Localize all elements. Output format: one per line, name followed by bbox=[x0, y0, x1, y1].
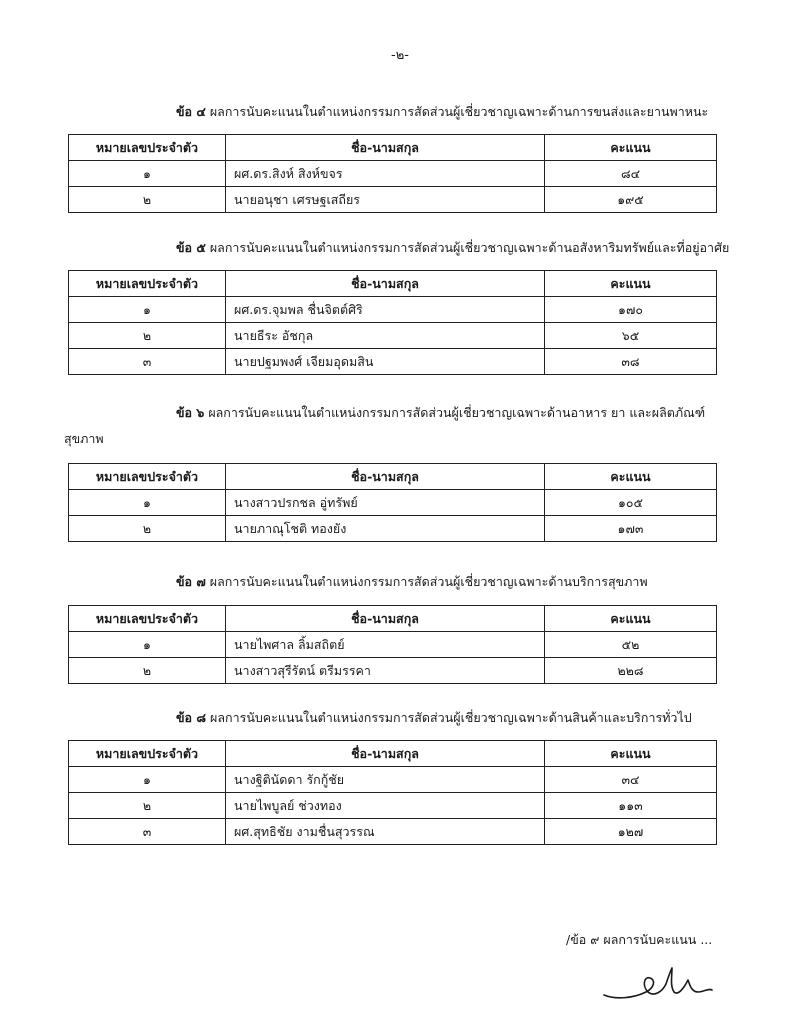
table-row bbox=[69, 658, 717, 684]
table-row bbox=[69, 323, 717, 349]
header-id: หมายเลขประจำตัว bbox=[69, 741, 226, 767]
section-heading bbox=[176, 709, 692, 727]
header-name: ชื่อ-นามสกุล bbox=[226, 135, 545, 161]
header-score: คะแนน bbox=[545, 606, 717, 632]
results-table bbox=[68, 605, 717, 684]
cell-id: ๑ bbox=[69, 161, 226, 187]
header-name: ชื่อ-นามสกุล bbox=[226, 271, 545, 297]
section-heading bbox=[176, 239, 729, 257]
table-row bbox=[69, 161, 717, 187]
cell-score: ๑๗๓ bbox=[545, 516, 717, 542]
cell-id: ๑ bbox=[69, 490, 226, 516]
table-row bbox=[69, 349, 717, 375]
table-row bbox=[69, 819, 717, 845]
section-heading bbox=[176, 103, 708, 121]
table-header-row bbox=[69, 135, 717, 161]
cell-score: ๓๘ bbox=[545, 349, 717, 375]
header-score: คะแนน bbox=[545, 271, 717, 297]
table-header-row bbox=[69, 464, 717, 490]
table-header-row bbox=[69, 271, 717, 297]
cell-score: ๘๔ bbox=[545, 161, 717, 187]
results-table bbox=[68, 270, 717, 375]
cell-score: ๑๙๕ bbox=[545, 187, 717, 213]
cell-name: นายธีระ อัชกุล bbox=[226, 323, 545, 349]
cell-score: ๒๒๘ bbox=[545, 658, 717, 684]
cell-id: ๓ bbox=[69, 349, 226, 375]
table-header-row bbox=[69, 606, 717, 632]
table-row bbox=[69, 632, 717, 658]
section-number: ข้อ ๖ bbox=[176, 405, 205, 420]
cell-name: ผศ.ดร.จุมพล ชื่นจิตต์ศิริ bbox=[226, 297, 545, 323]
section-number: ข้อ ๕ bbox=[176, 240, 206, 255]
section-heading bbox=[176, 404, 705, 422]
cell-id: ๒ bbox=[69, 658, 226, 684]
cell-name: นายไพศาล ลิ้มสถิตย์ bbox=[226, 632, 545, 658]
section-title: ผลการนับคะแนนในตำแหน่งกรรมการสัดส่วนผู้เชี่ยวชาญเฉพาะด้านการขนส่งและยานพาหนะ bbox=[209, 104, 709, 119]
header-score: คะแนน bbox=[545, 135, 717, 161]
section-title: ผลการนับคะแนนในตำแหน่งกรรมการสัดส่วนผู้เชี่ยวชาญเฉพาะด้านอสังหาริมทรัพย์และที่อยู่อาศัย bbox=[209, 240, 730, 255]
header-id: หมายเลขประจำตัว bbox=[69, 271, 226, 297]
header-name: ชื่อ-นามสกุล bbox=[226, 741, 545, 767]
table-row bbox=[69, 187, 717, 213]
header-score: คะแนน bbox=[545, 741, 717, 767]
cell-score: ๖๕ bbox=[545, 323, 717, 349]
cell-id: ๒ bbox=[69, 793, 226, 819]
cell-score: ๑๐๕ bbox=[545, 490, 717, 516]
cell-score: ๓๔ bbox=[545, 767, 717, 793]
results-table bbox=[68, 740, 717, 845]
cell-id: ๒ bbox=[69, 187, 226, 213]
section-number: ข้อ ๗ bbox=[176, 574, 206, 589]
cell-id: ๑ bbox=[69, 767, 226, 793]
cell-score: ๑๒๗ bbox=[545, 819, 717, 845]
header-name: ชื่อ-นามสกุล bbox=[226, 464, 545, 490]
table-row bbox=[69, 297, 717, 323]
signature-icon bbox=[598, 962, 728, 1004]
cell-id: ๒ bbox=[69, 516, 226, 542]
table-row bbox=[69, 490, 717, 516]
cell-score: ๕๒ bbox=[545, 632, 717, 658]
header-name: ชื่อ-นามสกุล bbox=[226, 606, 545, 632]
section-heading bbox=[176, 573, 648, 591]
header-id: หมายเลขประจำตัว bbox=[69, 606, 226, 632]
cell-name: ผศ.สุทธิชัย งามชื่นสุวรรณ bbox=[226, 819, 545, 845]
results-table bbox=[68, 134, 717, 213]
results-table bbox=[68, 463, 717, 542]
cell-name: นายไพบูลย์ ช่วงทอง bbox=[226, 793, 545, 819]
section-title: ผลการนับคะแนนในตำแหน่งกรรมการสัดส่วนผู้เชี่ยวชาญเฉพาะด้านอาหาร ยา และผลิตภัณฑ์ bbox=[208, 405, 706, 420]
table-header-row bbox=[69, 741, 717, 767]
header-score: คะแนน bbox=[545, 464, 717, 490]
table-row bbox=[69, 793, 717, 819]
table-row bbox=[69, 516, 717, 542]
table-row bbox=[69, 767, 717, 793]
cell-id: ๒ bbox=[69, 323, 226, 349]
header-id: หมายเลขประจำตัว bbox=[69, 135, 226, 161]
cell-name: นายอนุชา เศรษฐเสถียร bbox=[226, 187, 545, 213]
cell-id: ๑ bbox=[69, 297, 226, 323]
section-title: ผลการนับคะแนนในตำแหน่งกรรมการสัดส่วนผู้เชี่ยวชาญเฉพาะด้านสินค้าและบริการทั่วไป bbox=[210, 710, 692, 725]
cell-name: นางฐิตินัดดา รักกู้ชัย bbox=[226, 767, 545, 793]
section-title-continued: สุขภาพ bbox=[64, 431, 104, 446]
cell-name: นายภาณุโชติ ทองยัง bbox=[226, 516, 545, 542]
cell-score: ๑๑๓ bbox=[545, 793, 717, 819]
page-number: -๒- bbox=[391, 48, 409, 63]
cell-id: ๑ bbox=[69, 632, 226, 658]
cell-name: นายปฐมพงศ์ เจียมอุดมสิน bbox=[226, 349, 545, 375]
header-id: หมายเลขประจำตัว bbox=[69, 464, 226, 490]
section-number: ข้อ ๘ bbox=[176, 710, 207, 725]
continuation-note: /ข้อ ๙ ผลการนับคะแนน ... bbox=[566, 932, 713, 947]
section-title: ผลการนับคะแนนในตำแหน่งกรรมการสัดส่วนผู้เชี่ยวชาญเฉพาะด้านบริการสุขภาพ bbox=[209, 574, 648, 589]
cell-name: นางสาวสุรีรัตน์ ตรีมรรคา bbox=[226, 658, 545, 684]
section-number: ข้อ ๔ bbox=[176, 104, 206, 119]
cell-score: ๑๗๐ bbox=[545, 297, 717, 323]
cell-name: ผศ.ดร.สิงห์ สิงห์ขจร bbox=[226, 161, 545, 187]
cell-name: นางสาวปรกชล อู่ทรัพย์ bbox=[226, 490, 545, 516]
cell-id: ๓ bbox=[69, 819, 226, 845]
